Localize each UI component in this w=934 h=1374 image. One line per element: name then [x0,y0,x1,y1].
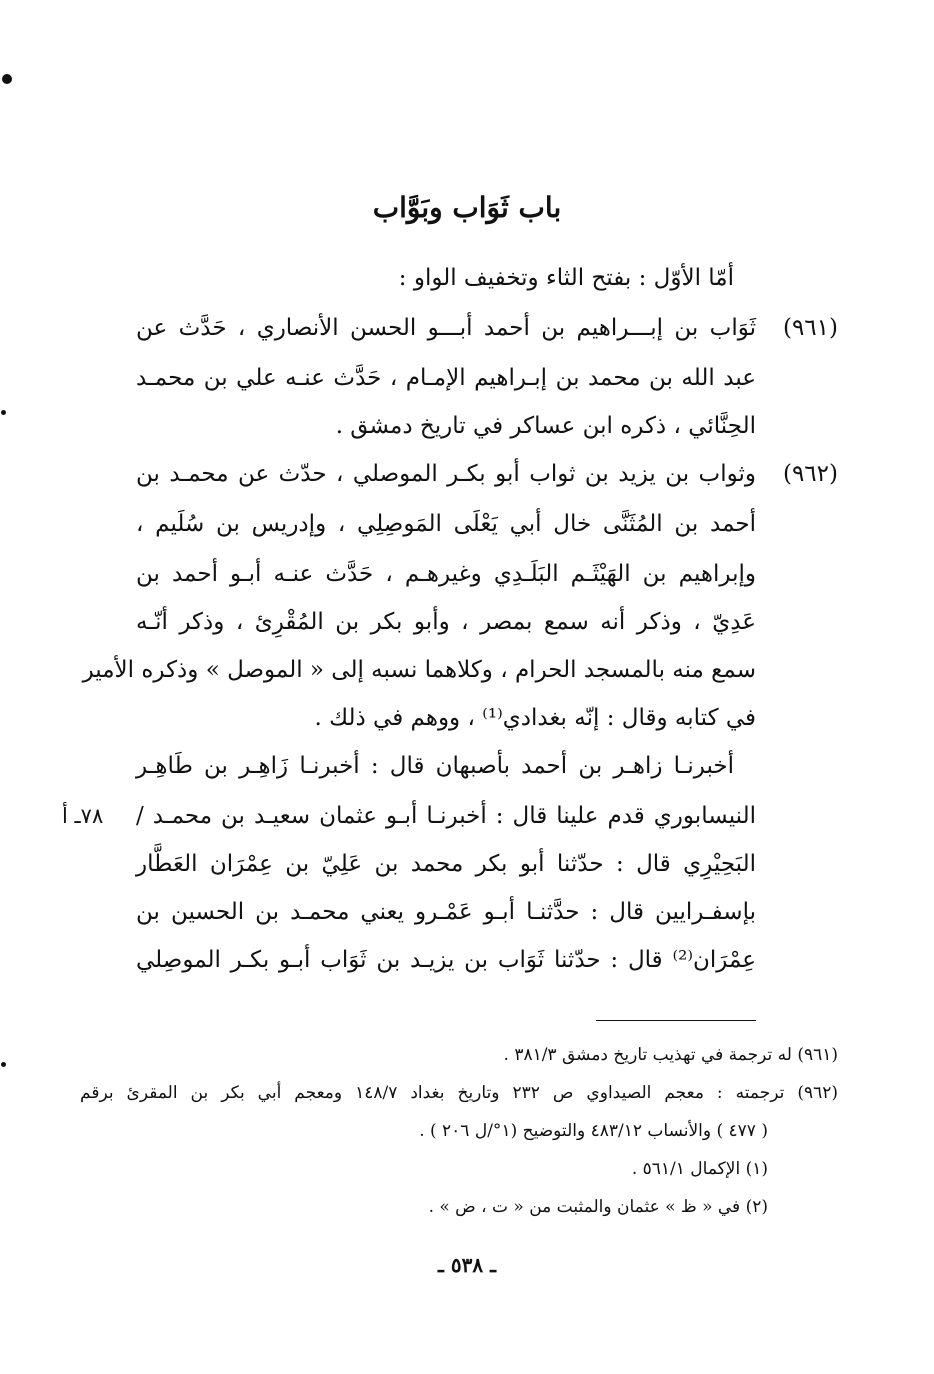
isnad-line-5: عِمْرَان⁽²⁾ قال : حدّثنا ثَوَاب بن يزيـد بن ثَوَاب أبـو بكـر الموصِلي [136,947,756,973]
isnad-line-4: بإسفـرايين قال : حدَّثنـا أبـو عَمْـرو يعني محمـد بن الحسين بن [136,899,756,925]
page-number: ـ ٥٣٨ ـ [438,1253,496,1277]
entry-961-line-1: ثَوَاب بن إبـــراهيم بن أحمد أبـــو الحسن الأنصاري ، حَدَّث عن [136,315,756,341]
footnote-961: (٩٦١) له ترجمة في تهذيب تاريخ دمشق ٣٨١/٣ . [503,1045,838,1065]
entry-962-line-2: أحمد بن المُثَنَّى خال أبي يَعْلَى المَوصِلِي ، وإدريس بن سُلَيم ، [136,511,756,537]
entry-962-line-5: سمع منه بالمسجد الحرام ، وكلاهما نسبه إلى « الموصل » وذكره الأمير [82,657,756,683]
isnad-line-1: أخبرنـا زاهـر بن أحمد بأصبهان قال : أخبرنـا زَاهِـر بن طَاهِـر [136,753,734,779]
intro-line: أمّا الأوّل : بفتح الثاء وتخفيف الواو : [398,265,734,291]
entry-number-962: (٩٦٢) [782,461,838,487]
scan-mark [1,1062,6,1067]
footnote-962-continued: ( ٤٧٧ ) والأنساب ٤٨٣/١٢ والتوضيح (١°/ل ٢٠٦ ) . [419,1121,768,1141]
entry-961-line-2: عبد الله بن محمد بن إبـراهيم الإمـام ، حَدَّث عنـه علي بن محمـد [136,365,756,391]
isnad-line-3: البَحِيْرِي قال : حدّثنا أبو بكر محمد بن عَلِيّ بن عِمْرَان العَطَّار [136,851,756,877]
chapter-title: باب ثَوَاب وبَوَّاب [372,191,562,224]
scan-mark [1,410,6,415]
isnad-line-2: النيسابوري قدم علينا قال : أخبرنـا أبـو عثمان سعيـد بن محمـد / [136,803,756,829]
footnote-2: (٢) في « ظ » عثمان والمثبت من « ت ، ض » . [428,1197,768,1217]
footnote-separator [596,1020,756,1021]
entry-962-line-3: وإبراهيم بن الهَيْثَـم البَلَـدِي وغيرهـم ، حَدَّث عنـه أبـو أحمد بن [136,561,756,587]
footnote-1: (١) الإكمال ٥٦١/١ . [631,1159,768,1179]
scan-mark [2,74,12,84]
manuscript-folio-note: ٧٨ـ أ [62,804,104,828]
entry-962-line-6: في كتابه وقال : إنّه بغدادي⁽¹⁾ ، ووهم في ذلك . [314,705,756,731]
entry-number-961: (٩٦١) [782,315,838,341]
footnote-962: (٩٦٢) ترجمته : معجم الصيداوي ص ٢٣٢ وتاريخ بغداد ١٤٨/٧ ومعجم أبي بكر بن المقرئ برقم [80,1083,839,1103]
entry-962-line-4: عَدِيّ ، وذكر أنه سمع بمصر ، وأبو بكر بن المُقْرِئ ، وذكر أنّـه [136,609,756,635]
entry-962-line-1: وثواب بن يزيد بن ثواب أبو بكـر الموصلي ، حدّث عن محمـد بن [136,461,756,487]
entry-961-line-3: الحِنَّائي ، ذكره ابن عساكر في تاريخ دمشق . [335,413,756,439]
